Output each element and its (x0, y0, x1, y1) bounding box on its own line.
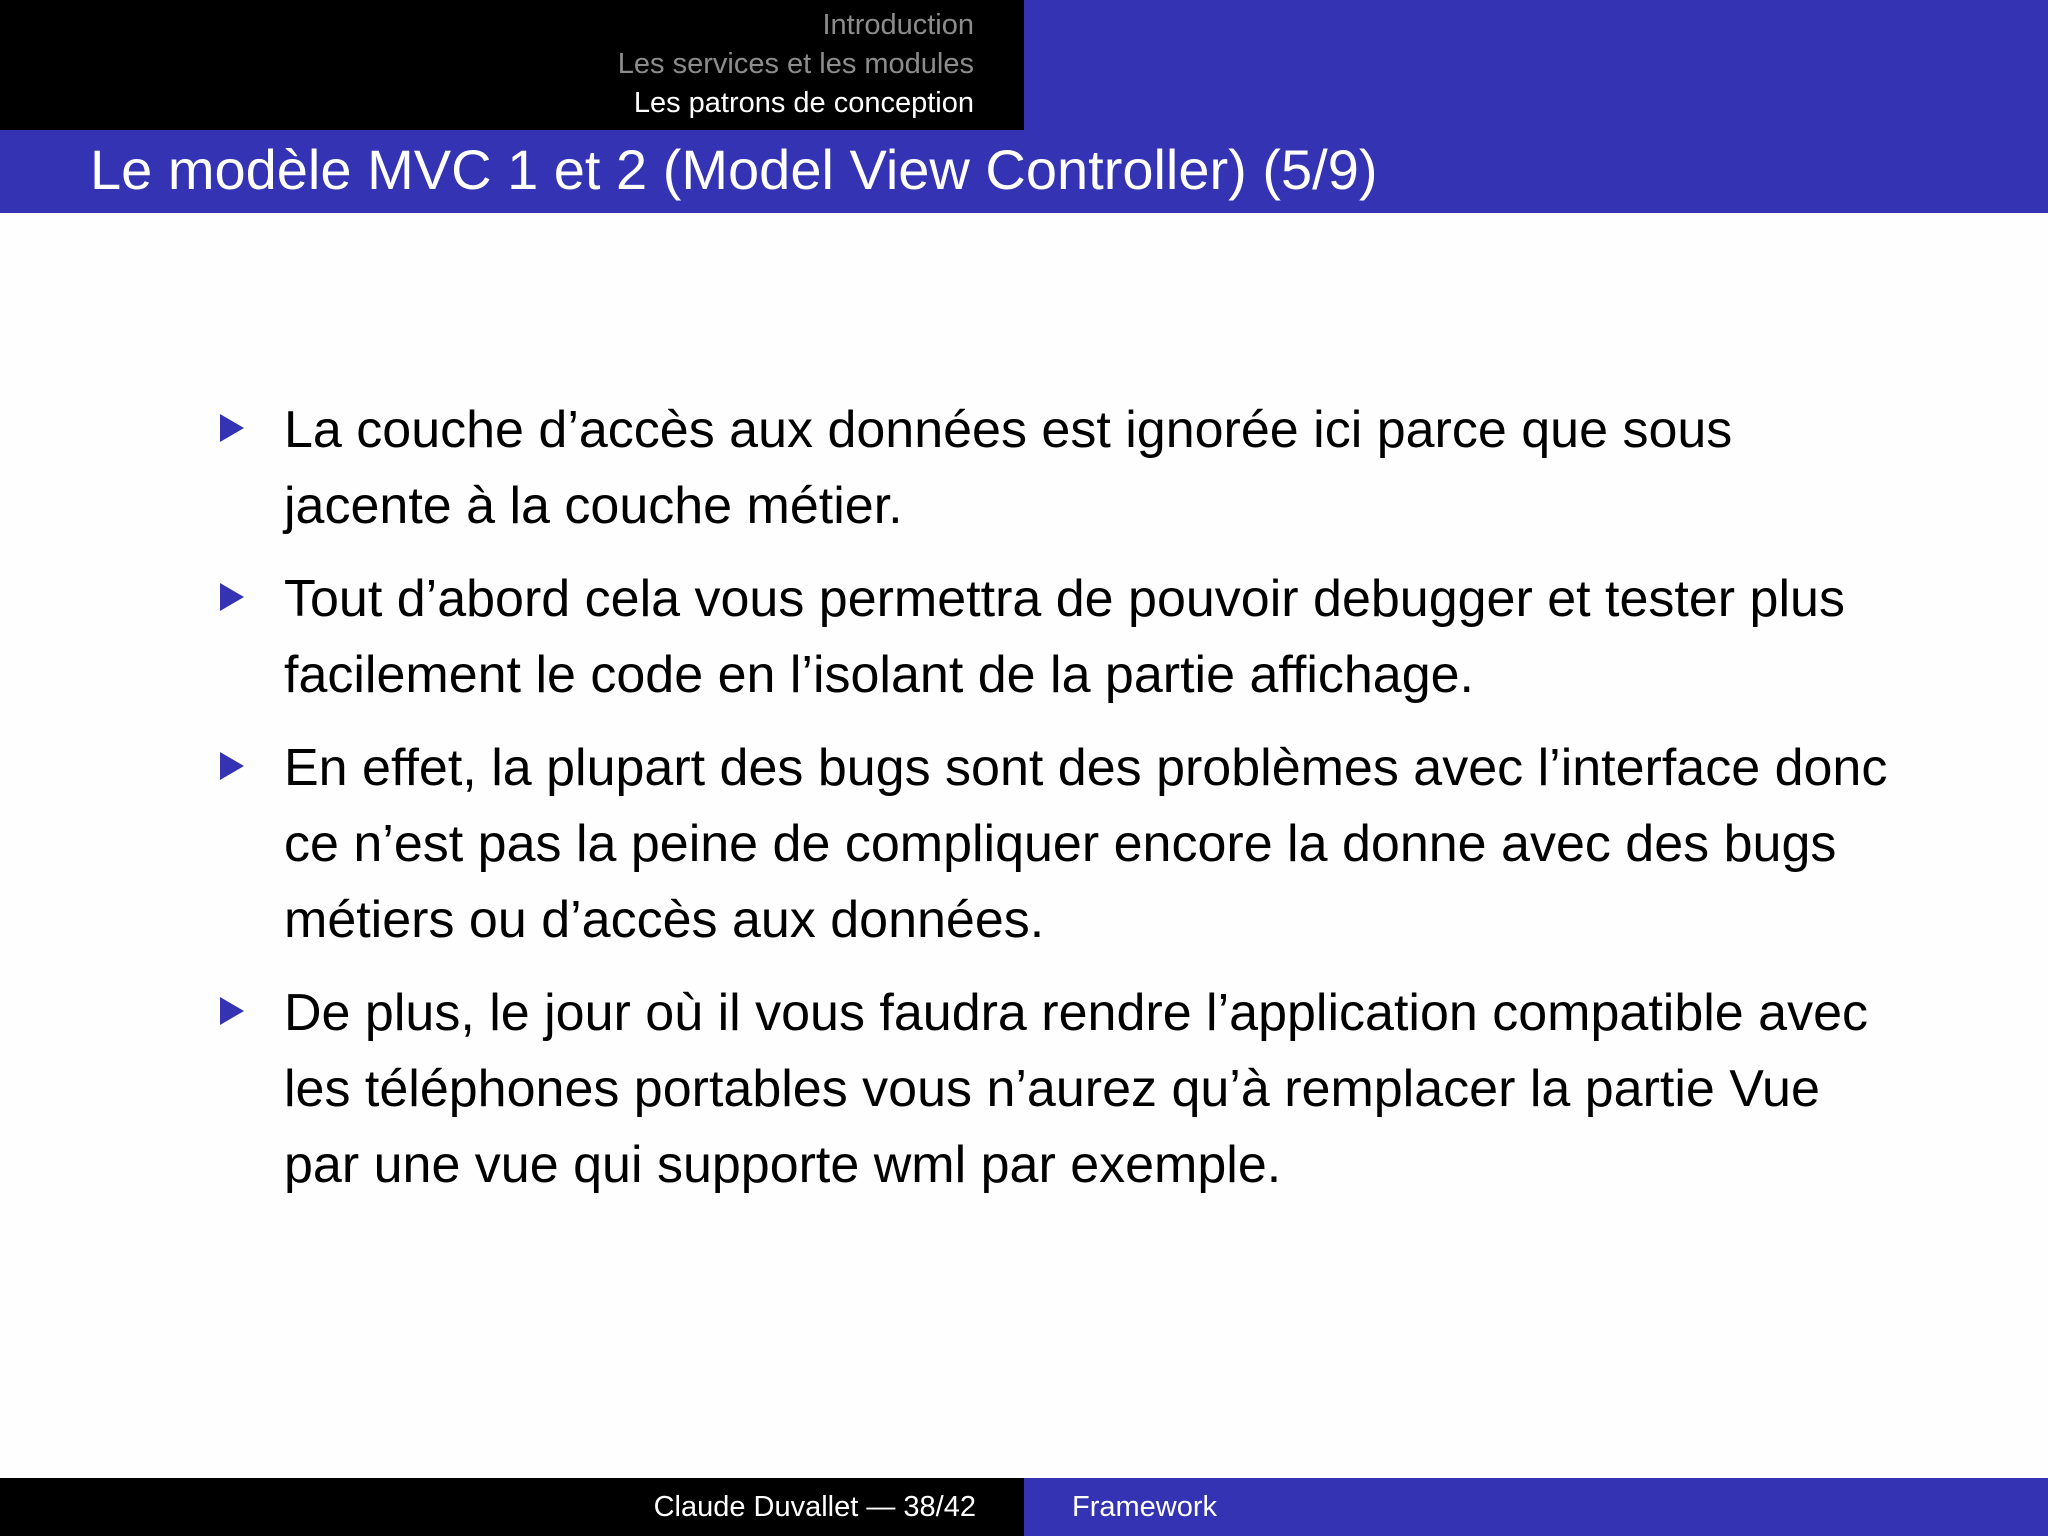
nav-section-patrons-conception[interactable]: Les patrons de conception (633, 87, 974, 119)
bullet-list (220, 392, 1900, 1220)
frame-title: Le modèle MVC 1 et 2 (Model View Controller) (5/9) (90, 138, 1378, 201)
footer-author-page: Claude Duvallet — 38/42 (653, 1491, 976, 1523)
footer-author-panel (0, 1478, 1024, 1536)
triangle-bullet-icon (220, 392, 284, 468)
triangle-bullet-icon (220, 975, 284, 1051)
list-item (220, 975, 1900, 1203)
list-item (220, 561, 1900, 713)
section-navigation (618, 6, 974, 123)
header-nav-subsection-panel (1024, 0, 2048, 130)
nav-section-introduction[interactable]: Introduction (822, 9, 974, 41)
list-item (220, 392, 1900, 544)
list-item-text: Tout d’abord cela vous permettra de pouvoir debugger et tester plus facilement le code en l’isolant de la partie affichage. (284, 570, 1845, 704)
frame-title-bar (0, 130, 2048, 213)
footer-title-panel (1024, 1478, 2048, 1536)
nav-section-services-modules[interactable]: Les services et les modules (617, 48, 974, 80)
list-item-text: La couche d’accès aux données est ignorée ici parce que sous jacente à la couche métier. (284, 401, 1733, 535)
list-item-text: En effet, la plupart des bugs sont des problèmes avec l’interface donc ce n’est pas la peine de compliquer encore la donne avec des bugs métiers ou d’accès aux données. (284, 739, 1888, 949)
triangle-bullet-icon (220, 561, 284, 637)
list-item (220, 730, 1900, 958)
footer-short-title: Framework (1072, 1491, 1218, 1523)
triangle-bullet-icon (220, 730, 284, 806)
header-nav-section-panel (0, 0, 1024, 130)
list-item-text: De plus, le jour où il vous faudra rendre l’application compatible avec les téléphones portables vous n’aurez qu’à remplacer la partie Vue par une vue qui supporte wml par exemple. (284, 984, 1868, 1194)
